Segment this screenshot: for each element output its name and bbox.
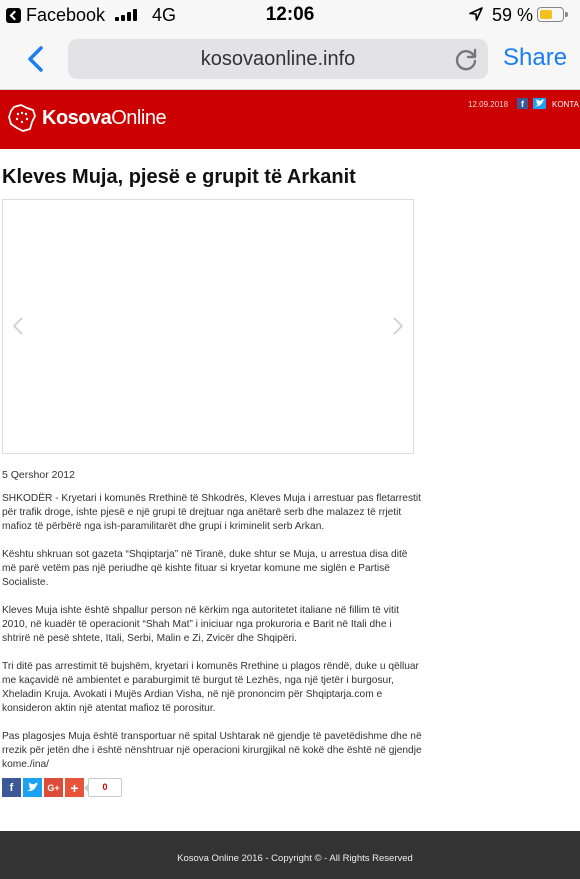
article-paragraph: SHKODËR - Kryetari i komunës Rrethinë të Shkodrës, Kleves Muja i arrestuar pas fletarrestit për trafik droge, ishte pjesë e një grupi të drejtuar nga anëtarë serb dhe malazez të rrjetit mafioz të përbërë nga ish-paramilitarët dhe grupi i kriminelit serb Arkan. (2, 493, 421, 532)
share-button[interactable]: Share (503, 44, 568, 71)
battery-icon (537, 7, 564, 22)
share-facebook-button[interactable]: f (2, 778, 21, 797)
logo-text: KosovaOnline (42, 106, 167, 129)
article-date: 5 Qershor 2012 (2, 469, 75, 481)
header-date: 12.09.2018 (468, 100, 509, 109)
share-count-badge: 0 (88, 778, 122, 797)
share-more-button[interactable]: + (65, 778, 84, 797)
reload-icon[interactable] (452, 45, 480, 73)
share-buttons (2, 778, 122, 797)
twitter-icon[interactable] (533, 98, 546, 109)
url-text: kosovaonline.info (200, 48, 356, 70)
location-arrow-icon (468, 6, 484, 22)
slider-prev-icon[interactable] (11, 315, 25, 337)
article-title: Kleves Muja, pjesë e grupit të Arkanit (2, 166, 356, 188)
site-header (0, 90, 580, 149)
article-paragraph: Pas plagosjes Muja është transportuar në spital Ushtarak në gjendje të pavetëdishme dhe në rrezik për jetën dhe i është nënshtruar një operacioni kirurgjikal në kokë dhe është në gjendje kome./ina/ (2, 731, 422, 770)
image-slider (2, 199, 414, 454)
contact-link[interactable]: KONTA (552, 100, 579, 109)
clock: 12:06 (265, 4, 315, 25)
address-bar[interactable] (68, 39, 488, 79)
browser-back-icon[interactable] (24, 44, 48, 74)
share-twitter-button[interactable] (23, 778, 42, 797)
article-paragraph: Kështu shkruan sot gazeta “Shqiptarja” në Tiranë, duke shtur se Muja, u arrestua disa ditë më parë vetëm pas një periudhe që kishte fituar si kryetar komune me siglën e Partisë Socialiste. (2, 549, 408, 588)
article-paragraph: Tri ditë pas arrestimit të bujshëm, kryetari i komunës Rrethine u plagos rëndë, duke u qëlluar me kaçavidë në ambientet e paraburgimit të burgut të Lezhës, nga një tjetër i burgosur, Xheladin Kruja. Avokati i Mujës Ardian Visha, në një prononcim për Shqiptarja.com e konsideron aktin një atentat mafioz të porositur. (2, 661, 419, 714)
battery-percent: 59 % (492, 5, 534, 25)
article-body (2, 492, 422, 786)
browser-toolbar (0, 30, 580, 90)
back-app-label: Facebook (26, 5, 106, 25)
network-type: 4G (152, 5, 177, 25)
share-google-plus-button[interactable]: G+ (44, 778, 63, 797)
twitter-icon (26, 782, 39, 793)
slider-next-icon[interactable] (391, 315, 405, 337)
site-logo[interactable] (6, 102, 166, 134)
site-footer (0, 831, 580, 879)
facebook-icon[interactable]: f (517, 98, 528, 109)
kosovo-map-icon (6, 102, 38, 134)
battery-fill (540, 10, 552, 19)
status-bar (0, 0, 580, 30)
footer-copyright: Kosova Online 2016 - Copyright © - All Rights Reserved (177, 853, 413, 864)
article-paragraph: Kleves Muja ishte është shpallur person në kërkim nga autoritetet italiane në fillim të vitit 2010, në kuadër të operacionit “Shah Mat” i iniciuar nga prokuroria e Barit në Itali dhe i shtrirë në pesë shtete, Itali, Serbi, Malin e Zi, Zvicër dhe Shqipëri. (2, 605, 399, 644)
